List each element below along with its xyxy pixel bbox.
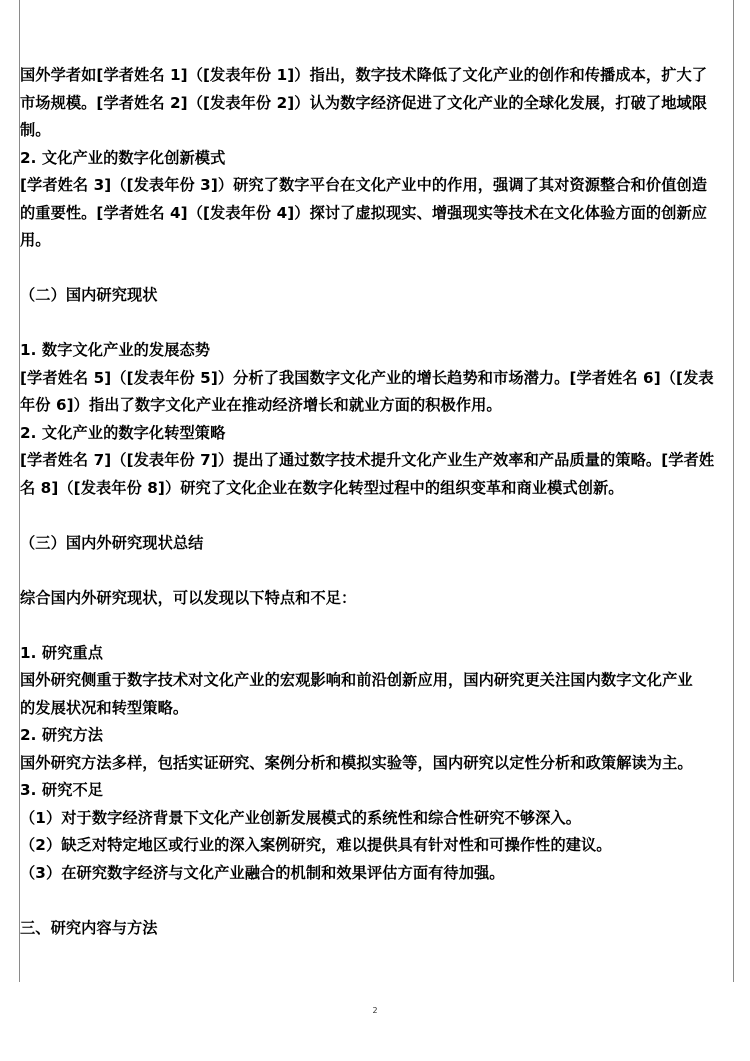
blank-line — [20, 887, 732, 915]
section-heading: 三、研究内容与方法 — [20, 918, 158, 937]
body-line: 制。 — [20, 121, 51, 139]
body-line: [学者姓名 7]（[发表年份 7]）提出了通过数字技术提升文化产业生产效率和产品质量的策略。[学者姓 — [20, 451, 715, 469]
subheading: 1. 数字文化产业的发展态势 — [20, 341, 211, 359]
body-line: 的重要性。[学者姓名 4]（[发表年份 4]）探讨了虚拟现实、增强现实等技术在文化体验方面的创新应 — [20, 203, 708, 222]
list-item: （2）缺乏对特定地区或行业的深入案例研究，难以提供具有针对性和可操作性的建议。 — [20, 836, 612, 854]
subheading: 2. 研究方法 — [20, 726, 104, 744]
body-line: 综合国内外研究现状，可以发现以下特点和不足： — [20, 588, 357, 607]
body-line: [学者姓名 5]（[发表年份 5]）分析了我国数字文化产业的增长趋势和市场潜力。[学者姓名 6]（[发表 — [20, 368, 714, 387]
blank-line — [20, 612, 732, 640]
page-number: 2 — [372, 1006, 378, 1015]
blank-line — [20, 255, 732, 283]
subheading: 2. 文化产业的数字化创新模式 — [20, 148, 226, 167]
body-line: 国外研究方法多样，包括实证研究、案例分析和模拟实验等，国内研究以定性分析和政策解读为主。 — [20, 753, 693, 772]
body-line: 国外学者如[学者姓名 1]（[发表年份 1]）指出，数字技术降低了文化产业的创作和传播成本，扩大了 — [20, 66, 708, 84]
section-heading: （二）国内研究现状 — [20, 286, 158, 304]
blank-line — [20, 557, 732, 585]
blank-line — [20, 502, 732, 530]
list-item: （1）对于数字经济背景下文化产业创新发展模式的系统性和综合性研究不够深入。 — [20, 808, 582, 827]
subheading: 3. 研究不足 — [20, 781, 104, 799]
body-line: 的发展状况和转型策略。 — [20, 698, 189, 717]
document-body — [20, 62, 732, 942]
body-line: [学者姓名 3]（[发表年份 3]）研究了数字平台在文化产业中的作用，强调了其对资源整合和价值创造 — [20, 176, 708, 194]
section-heading: （三）国内外研究现状总结 — [20, 533, 204, 552]
blank-line — [20, 310, 732, 338]
subheading: 1. 研究重点 — [20, 643, 104, 662]
list-item: （3）在研究数字经济与文化产业融合的机制和效果评估方面有待加强。 — [20, 863, 505, 882]
body-line: 年份 6]）指出了数字文化产业在推动经济增长和就业方面的积极作用。 — [20, 396, 502, 414]
body-line: 市场规模。[学者姓名 2]（[发表年份 2]）认为数字经济促进了文化产业的全球化发展，打破了地域限 — [20, 93, 708, 112]
body-line: 国外研究侧重于数字技术对文化产业的宏观影响和前沿创新应用，国内研究更关注国内数字文化产业 — [20, 671, 693, 689]
body-line: 用。 — [20, 231, 51, 249]
subheading: 2. 文化产业的数字化转型策略 — [20, 423, 226, 442]
body-line: 名 8]（[发表年份 8]）研究了文化企业在数字化转型过程中的组织变革和商业模式创新。 — [20, 478, 624, 497]
